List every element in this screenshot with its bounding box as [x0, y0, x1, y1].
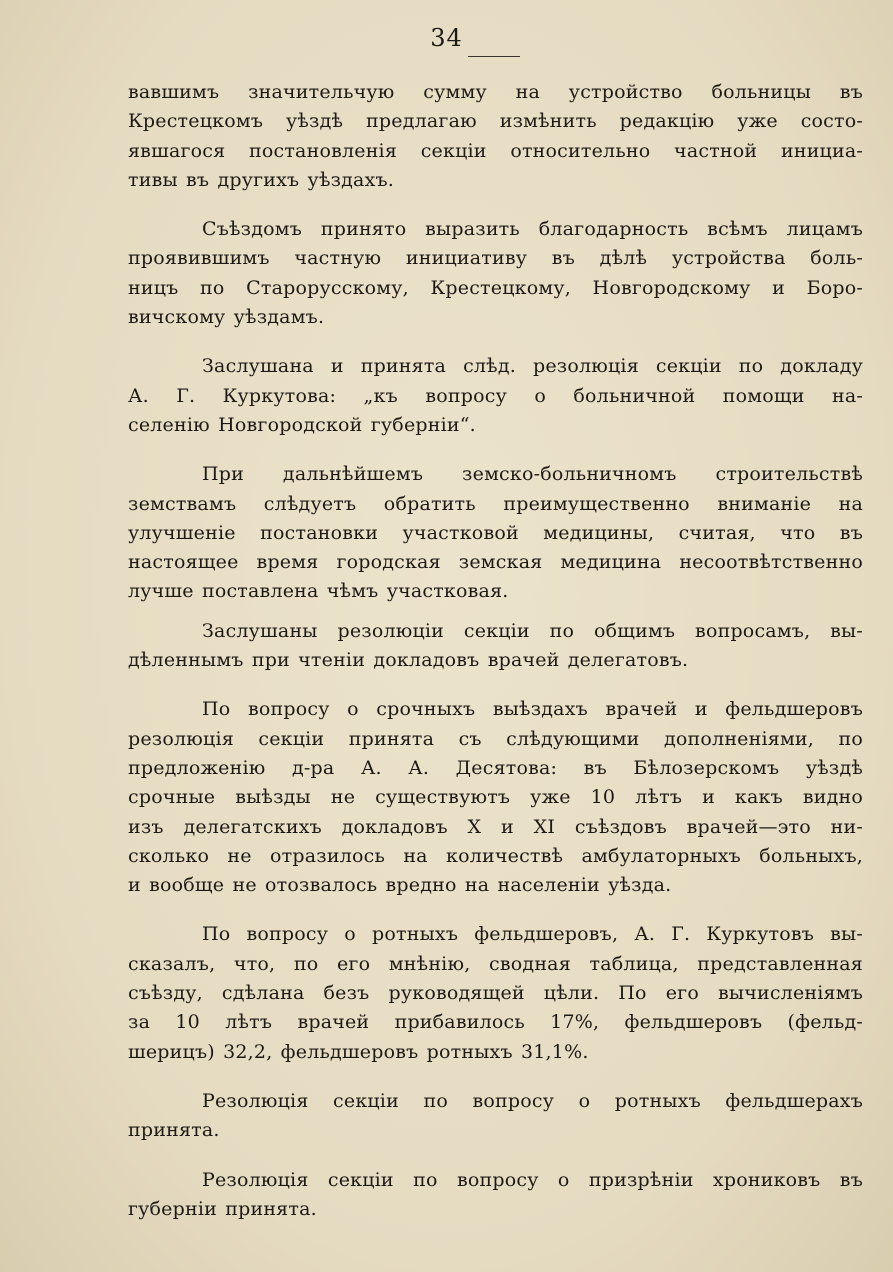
text-line: вавшимъ значительчую сумму на устройство больницы въ: [128, 81, 863, 103]
paragraph: [128, 617, 863, 676]
text-line: Съѣздомъ принято выразить благодарность всѣмъ лицамъ: [202, 218, 863, 241]
text-line: съѣзду, сдѣлана безъ руководящей цѣли. По его вычисленіямъ: [128, 982, 863, 1005]
text-line: улучшеніе постановки участковой медицины, считая, что въ: [128, 521, 863, 544]
text-line: вичскому уѣздамъ.: [128, 306, 325, 329]
paragraph: [128, 1087, 863, 1146]
text-line: настоящее время городская земская медицина несоотвѣтственно: [128, 551, 863, 574]
text-line: сколько не отразилось на количествѣ амбулаторныхъ больныхъ,: [128, 844, 863, 867]
paragraph: [128, 78, 863, 195]
paragraph: [128, 352, 863, 440]
paragraph: [128, 695, 863, 900]
text-line: принята.: [128, 1119, 220, 1142]
text-line: селенію Новгородской губерніи“.: [128, 413, 476, 436]
paragraph: [128, 920, 863, 1066]
text-line: дѣленнымъ при чтеніи докладовъ врачей делегатовъ.: [128, 649, 689, 672]
text-line: тивы въ другихъ уѣздахъ.: [128, 168, 395, 191]
text-line: При дальнѣйшемъ земско-больничномъ строительствѣ: [202, 463, 863, 486]
text-line: Резолюція секціи по вопросу о ротныхъ фельдшерахъ: [202, 1089, 863, 1112]
text-line: земствамъ слѣдуетъ обратить преимущественно вниманіе на: [128, 492, 863, 515]
text-line: губерніи принята.: [128, 1197, 317, 1220]
text-line: По вопросу о срочныхъ выѣздахъ врачей и фельдшеровъ: [202, 698, 863, 721]
text-line: изъ делегатскихъ докладовъ X и XI съѣздовъ врачей—это ни-: [128, 815, 863, 838]
text-line: Крестецкомъ уѣздѣ предлагаю измѣнить редакцію уже состо-: [128, 110, 863, 133]
text-line: Заслушаны резолюціи секціи по общимъ вопросамъ, вы-: [202, 619, 863, 642]
text-line: предложенію д-ра А. А. Десятова: въ Бѣлозерскомъ уѣздѣ: [128, 756, 863, 779]
paragraph: [128, 1166, 863, 1225]
text-line: А. Г. Куркутова: „къ вопросу о больничной помощи на-: [128, 384, 863, 407]
page-body: [128, 78, 863, 1244]
page-number-rule: [468, 56, 520, 57]
paragraph: [128, 460, 863, 606]
text-line: за 10 лѣтъ врачей прибавилось 17%, фельдшеровъ (фельд-: [128, 1011, 863, 1034]
text-line: сказалъ, что, по его мнѣнію, сводная таблица, представленная: [128, 952, 863, 975]
text-line: проявившимъ частную инициативу въ дѣлѣ устройства боль-: [128, 247, 863, 270]
text-line: Заслушана и принята слѣд. резолюція секціи по докладу: [202, 355, 863, 378]
text-line: По вопросу о ротныхъ фельдшеровъ, А. Г. Куркутовъ вы-: [202, 923, 863, 946]
text-line: лучше поставлена чѣмъ участковая.: [128, 580, 509, 603]
text-line: и вообще не отозвалось вредно на населеніи уѣзда.: [128, 874, 672, 897]
paragraph: [128, 215, 863, 332]
page-number: 34: [430, 24, 463, 52]
text-line: срочные выѣзды не существуютъ уже 10 лѣтъ и какъ видно: [128, 786, 863, 809]
text-line: явшагося постановленія секціи относительно частной инициа-: [128, 139, 863, 162]
text-line: шерицъ) 32,2, фельдшеровъ ротныхъ 31,1%.: [128, 1040, 589, 1063]
text-line: Резолюція секціи по вопросу о призрѣніи хрониковъ въ: [202, 1168, 863, 1191]
text-line: ницъ по Старорусскому, Крестецкому, Новгородскому и Боро-: [128, 276, 863, 299]
text-line: резолюція секціи принята съ слѣдующими дополненіями, по: [128, 727, 863, 750]
